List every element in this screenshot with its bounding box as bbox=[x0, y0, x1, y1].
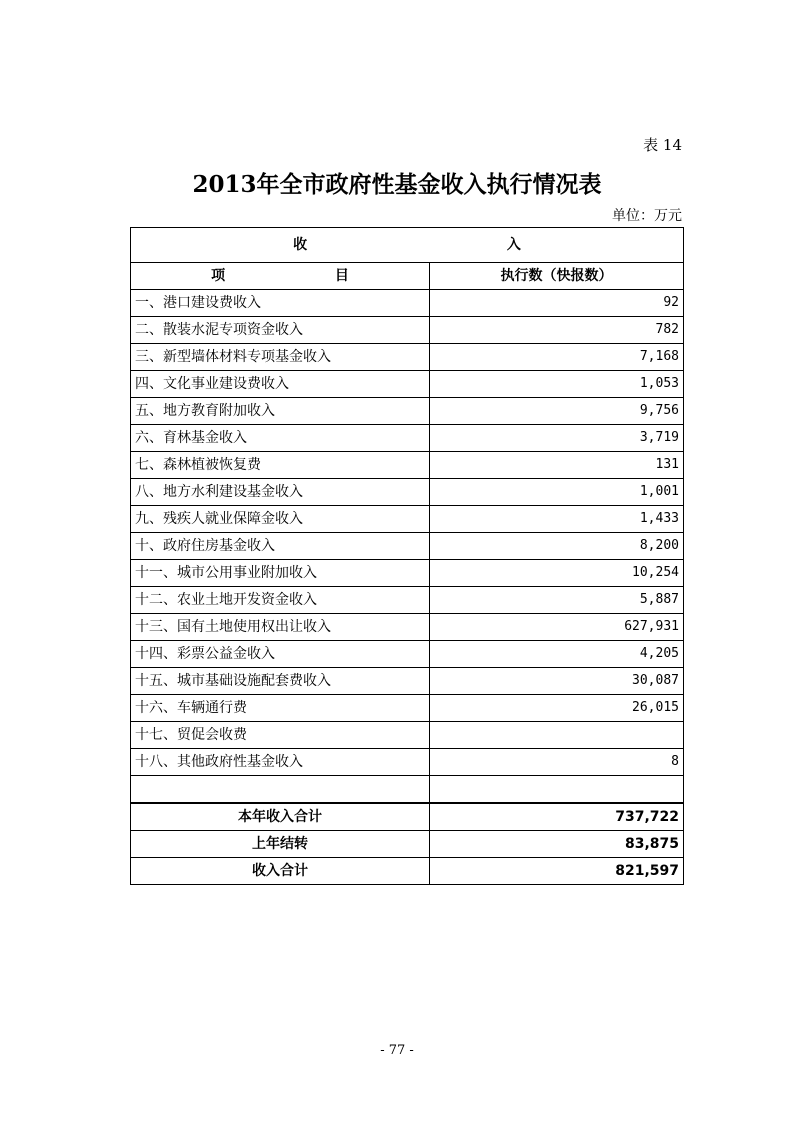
row-item-value: 92 bbox=[430, 290, 684, 317]
total-row bbox=[131, 858, 684, 885]
row-item-name: 五、地方教育附加收入 bbox=[131, 398, 430, 425]
row-item-name: 十四、彩票公益金收入 bbox=[131, 641, 430, 668]
row-item-value bbox=[430, 776, 684, 804]
row-item-value: 3,719 bbox=[430, 425, 684, 452]
fund-revenue-table bbox=[130, 227, 684, 885]
unit-label: 单位：万元 bbox=[612, 208, 682, 224]
table-row bbox=[131, 776, 684, 804]
table-row bbox=[131, 290, 684, 317]
table-row bbox=[131, 722, 684, 749]
page-number: - 77 - bbox=[380, 1043, 414, 1058]
row-item-value: 1,433 bbox=[430, 506, 684, 533]
row-item-value: 7,168 bbox=[430, 344, 684, 371]
total-value: 737,722 bbox=[430, 803, 684, 831]
column-header-item-a: 项 bbox=[211, 268, 226, 284]
table-number: 表 14 bbox=[643, 136, 682, 154]
row-item-value: 131 bbox=[430, 452, 684, 479]
table-row bbox=[131, 749, 684, 776]
table-row bbox=[131, 641, 684, 668]
row-item-name: 十五、城市基础设施配套费收入 bbox=[131, 668, 430, 695]
row-item-value: 4,205 bbox=[430, 641, 684, 668]
row-item-name: 一、港口建设费收入 bbox=[131, 290, 430, 317]
table-header-columns bbox=[131, 263, 684, 290]
table-row bbox=[131, 317, 684, 344]
row-item-value: 1,001 bbox=[430, 479, 684, 506]
row-item-name: 八、地方水利建设基金收入 bbox=[131, 479, 430, 506]
row-item-name: 十一、城市公用事业附加收入 bbox=[131, 560, 430, 587]
table-row bbox=[131, 344, 684, 371]
row-item-name: 六、育林基金收入 bbox=[131, 425, 430, 452]
row-item-name: 二、散装水泥专项资金收入 bbox=[131, 317, 430, 344]
row-item-value: 5,887 bbox=[430, 587, 684, 614]
column-header-item-b: 目 bbox=[334, 268, 349, 284]
total-value: 83,875 bbox=[430, 831, 684, 858]
total-name: 收入合计 bbox=[131, 858, 430, 885]
table-row bbox=[131, 560, 684, 587]
column-header-item bbox=[131, 263, 430, 290]
row-item-name: 十八、其他政府性基金收入 bbox=[131, 749, 430, 776]
table-row bbox=[131, 452, 684, 479]
table-row bbox=[131, 425, 684, 452]
table-row bbox=[131, 506, 684, 533]
total-name: 上年结转 bbox=[131, 831, 430, 858]
row-item-name: 七、森林植被恢复费 bbox=[131, 452, 430, 479]
column-header-value: 执行数（快报数） bbox=[430, 263, 684, 290]
document-title: 2013年全市政府性基金收入执行情况表 bbox=[192, 171, 602, 198]
row-item-name bbox=[131, 776, 430, 804]
header-top-cell bbox=[131, 228, 684, 263]
header-top-right: 入 bbox=[506, 237, 521, 253]
row-item-value: 782 bbox=[430, 317, 684, 344]
row-item-name: 十七、贸促会收费 bbox=[131, 722, 430, 749]
row-item-value: 8 bbox=[430, 749, 684, 776]
row-item-value bbox=[430, 722, 684, 749]
total-row bbox=[131, 803, 684, 831]
table-row bbox=[131, 398, 684, 425]
table-row bbox=[131, 695, 684, 722]
total-name: 本年收入合计 bbox=[131, 803, 430, 831]
row-item-value: 30,087 bbox=[430, 668, 684, 695]
row-item-name: 十、政府住房基金收入 bbox=[131, 533, 430, 560]
row-item-name: 三、新型墙体材料专项基金收入 bbox=[131, 344, 430, 371]
row-item-value: 627,931 bbox=[430, 614, 684, 641]
row-item-value: 9,756 bbox=[430, 398, 684, 425]
row-item-name: 九、残疾人就业保障金收入 bbox=[131, 506, 430, 533]
header-top-left: 收 bbox=[293, 237, 308, 253]
table-header-top bbox=[131, 228, 684, 263]
table-row bbox=[131, 371, 684, 398]
total-row bbox=[131, 831, 684, 858]
total-value: 821,597 bbox=[430, 858, 684, 885]
row-item-value: 10,254 bbox=[430, 560, 684, 587]
table-row bbox=[131, 587, 684, 614]
table-row bbox=[131, 614, 684, 641]
row-item-name: 四、文化事业建设费收入 bbox=[131, 371, 430, 398]
row-item-value: 8,200 bbox=[430, 533, 684, 560]
row-item-name: 十三、国有土地使用权出让收入 bbox=[131, 614, 430, 641]
table-row bbox=[131, 533, 684, 560]
row-item-value: 26,015 bbox=[430, 695, 684, 722]
table-row bbox=[131, 479, 684, 506]
row-item-name: 十二、农业土地开发资金收入 bbox=[131, 587, 430, 614]
row-item-name: 十六、车辆通行费 bbox=[131, 695, 430, 722]
table-row bbox=[131, 668, 684, 695]
row-item-value: 1,053 bbox=[430, 371, 684, 398]
